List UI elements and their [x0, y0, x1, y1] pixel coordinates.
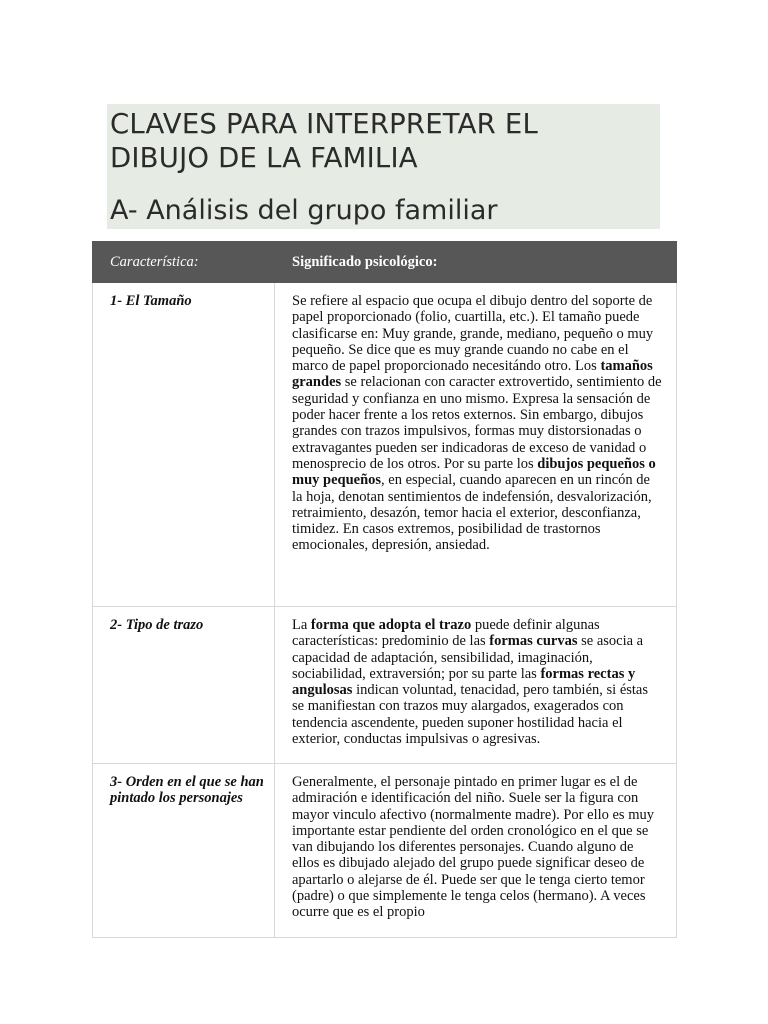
- bold-text: tamaños grandes: [292, 358, 653, 391]
- bold-text: formas curvas: [489, 633, 578, 650]
- bold-text: formas rectas y angulosas: [292, 665, 636, 699]
- meaning-cell: [275, 283, 677, 607]
- interpretation-table: [92, 241, 677, 938]
- document-subtitle: A- Análisis del grupo familiar: [110, 195, 498, 226]
- text-span: La: [292, 617, 311, 633]
- text-span: puede definir algunas características: predominio de las: [292, 617, 600, 650]
- header-feature: Característica:: [93, 242, 275, 283]
- document-title-line-1: CLAVES PARA INTERPRETAR EL: [110, 108, 539, 140]
- text-span: , en especial, cuando aparecen en un rincón de la hoja, denotan sentimientos de indefensión, desvalorización, retraimiento, desazón, temor hacia el exterior, desconfianza, timidez. En casos extremos, posibilidad de trastornos emocionales, depresión, ansiedad.: [292, 472, 652, 554]
- bold-text: dibujos pequeños o muy pequeños: [292, 455, 656, 489]
- feature-cell: 2- Tipo de trazo: [93, 607, 275, 764]
- table-header-row: [93, 242, 677, 283]
- table-row: [93, 283, 677, 607]
- header-meaning: Significado psicológico:: [275, 242, 677, 283]
- meaning-cell: [275, 607, 677, 764]
- table-row: [93, 764, 677, 938]
- meaning-cell: [275, 764, 677, 938]
- title-block: [107, 104, 660, 229]
- text-span: se asocia a capacidad de adaptación, sensibilidad, imaginación, sociabilidad, extraversión; por su parte las: [292, 633, 644, 682]
- text-span: Generalmente, el personaje pintado en primer lugar es el de admiración e identificación del niño. Suele ser la figura con mayor vinculo afectivo (normalmente madre). Por ello es muy importante estar pendiente del orden cronológico en el que se van dibujando los diferentes personajes. Cuando alguno de ellos es dibujado alejado del grupo puede significar deseo de apartarlo o alejarse de él. Puede ser que le tenga cierto temor (padre) o que simplemente le tenga celos (hermano). A veces ocurre que es el propio: [292, 774, 654, 921]
- text-span: se relacionan con caracter extrovertido, sentimiento de seguridad y confianza en uno mismo. Expresa la sensación de poder hacer frente a los retos externos. Sin embargo, dibujos grandes con trazos impulsivos, formas muy distorsionadas o extravagantes pueden ser indicadoras de exceso de vanidad o menosprecio de los otros. Por su parte los: [292, 374, 662, 472]
- text-span: Se refiere al espacio que ocupa el dibujo dentro del soporte de papel proporcionado (folio, cuartilla, etc.). El tamaño puede clasificarse en: Muy grande, grande, mediano, pequeño o muy pequeño. Se dice que es muy grande cuando no cabe en el marco de papel proporcionado necesitándo otro. Los: [292, 293, 654, 375]
- document-title-line-2: DIBUJO DE LA FAMILIA: [110, 142, 418, 174]
- text-span: indican voluntad, tenacidad, pero también, si éstas se manifiestan con trazos muy alargados, exagerados con tendencia ascendente, pueden suponer hostilidad hacia el exterior, conductas impulsivas o agresivas.: [292, 682, 649, 748]
- bold-text: forma que adopta el trazo: [310, 617, 472, 633]
- table-row: [93, 607, 677, 764]
- feature-cell: 3- Orden en el que se han pintado los personajes: [93, 764, 275, 938]
- feature-cell: 1- El Tamaño: [93, 283, 275, 607]
